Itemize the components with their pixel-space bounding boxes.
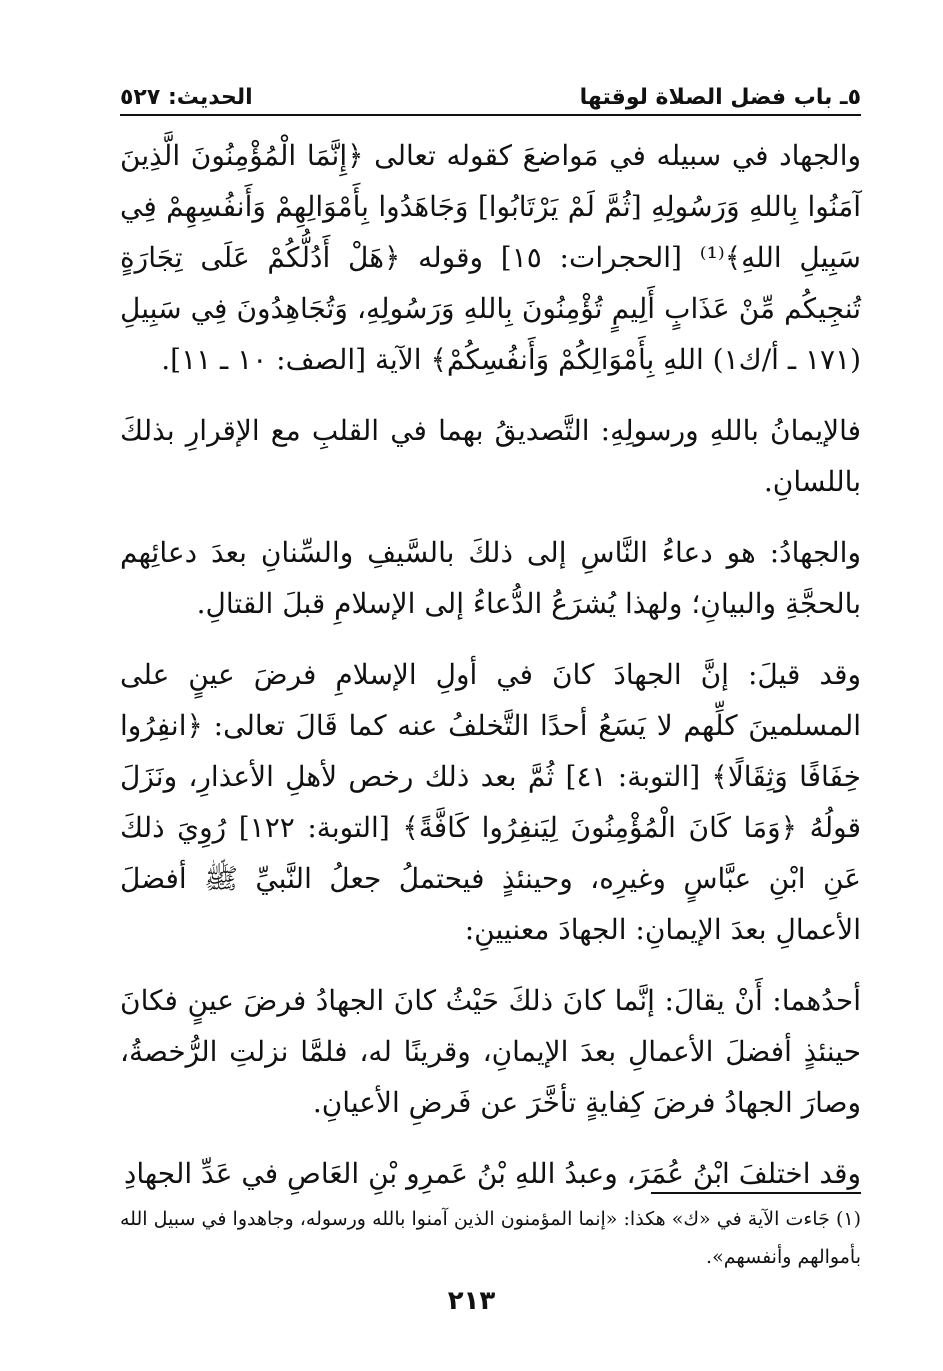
hadith-number: الحديث: ٥٢٧ [120, 85, 253, 110]
footnote: (١) جَاءت الآية في «ك» هكذا: «إنما المؤمنون الذين آمنوا بالله ورسوله، وجاهدوا في سبيل الله بأموالهم وأنفسهم». [120, 1208, 861, 1268]
footnote-divider [651, 1192, 861, 1194]
paragraph: والجهادُ: هو دعاءُ النَّاسِ إلى ذلكَ بالسَّيفِ والسِّنانِ بعدَ دعائِهم بالحجَّةِ والبيانِ؛ ولهذا يُشرَعُ الدُّعاءُ إلى الإسلامِ قبلَ القتالِ. [120, 536, 861, 620]
running-header [120, 68, 861, 116]
paragraph: وقد قيلَ: إنَّ الجهادَ كانَ في أولِ الإسلامِ فرضَ عينٍ على المسلمينَ كلِّهم لا يَسَعُ أحدًا التَّخلفُ عنه كما قَالَ تعالى: ﴿انفِرُوا خِفَافًا وَثِقَالًا﴾ [التوبة: ٤١] ثُمَّ بعد ذلك رخص لأهلِ الأعذارِ، ونَزَلَ قولُهُ ﴿وَمَا كَانَ الْمُؤْمِنُونَ لِيَنفِرُوا كَافَّةً﴾ [التوبة: ١٢٢] رُوِيَ ذلكَ عَنِ ابْنِ عبَّاسٍ وغيرِه، وحينئذٍ فيحتملُ جعلُ النَّبيِّ ﷺ أفضلَ الأعمالِ بعدَ الإيمانِ: الجهادَ معنيينِ: [120, 658, 861, 946]
main-text [120, 130, 861, 1219]
paragraph: وقد اختلفَ ابْنُ عُمَرَ، وعبدُ اللهِ بْنُ عَمرِو بْنِ العَاصِ في عَدِّ الجهادِ [123, 1157, 861, 1190]
paragraph: والجهاد في سبيله في مَواضعَ كقوله تعالى ﴿إِنَّمَا الْمُؤْمِنُونَ الَّذِينَ آمَنُوا بِاللهِ وَرَسُولِهِ [ثُمَّ لَمْ يَرْتَابُوا] وَجَاهَدُوا بِأَمْوَالِهِمْ وَأَنفُسِهِمْ فِي سَبِيلِ اللهِ﴾⁽¹⁾ [الحجرات: ١٥] وقوله ﴿هَلْ أَدُلُّكُمْ عَلَى تِجَارَةٍ تُنجِيكُم مِّنْ عَذَابٍ أَلِيمٍ تُؤْمِنُونَ بِاللهِ وَرَسُولِهِ، وَتُجَاهِدُونَ فِي سَبِيلِ (١٧١ ـ أ/ك١) اللهِ بِأَمْوَالِكُمْ وَأَنفُسِكُمْ﴾ الآية [الصف: ١٠ ـ ١١]. [120, 139, 861, 376]
paragraph: فالإيمانُ باللهِ ورسولِهِ: التَّصديقُ بهما في القلبِ مع الإقرارِ بذلكَ باللسانِ. [120, 414, 861, 498]
page-number: ٢١٣ [447, 1286, 496, 1316]
chapter-title: ٥ـ باب فضل الصلاة لوقتها [579, 85, 861, 110]
paragraph: أحدُهما: أَنْ يقالَ: إنَّما كانَ ذلكَ حَيْثُ كانَ الجهادُ فرضَ عينٍ فكانَ حينئذٍ أفضلَ الأعمالِ بعدَ الإيمانِ، وقرينًا له، فلمَّا نزلتِ الرُّخصةُ، وصارَ الجهادُ فرضَ كِفايةٍ تأخَّرَ عن فَرضِ الأعيانِ. [120, 984, 861, 1119]
